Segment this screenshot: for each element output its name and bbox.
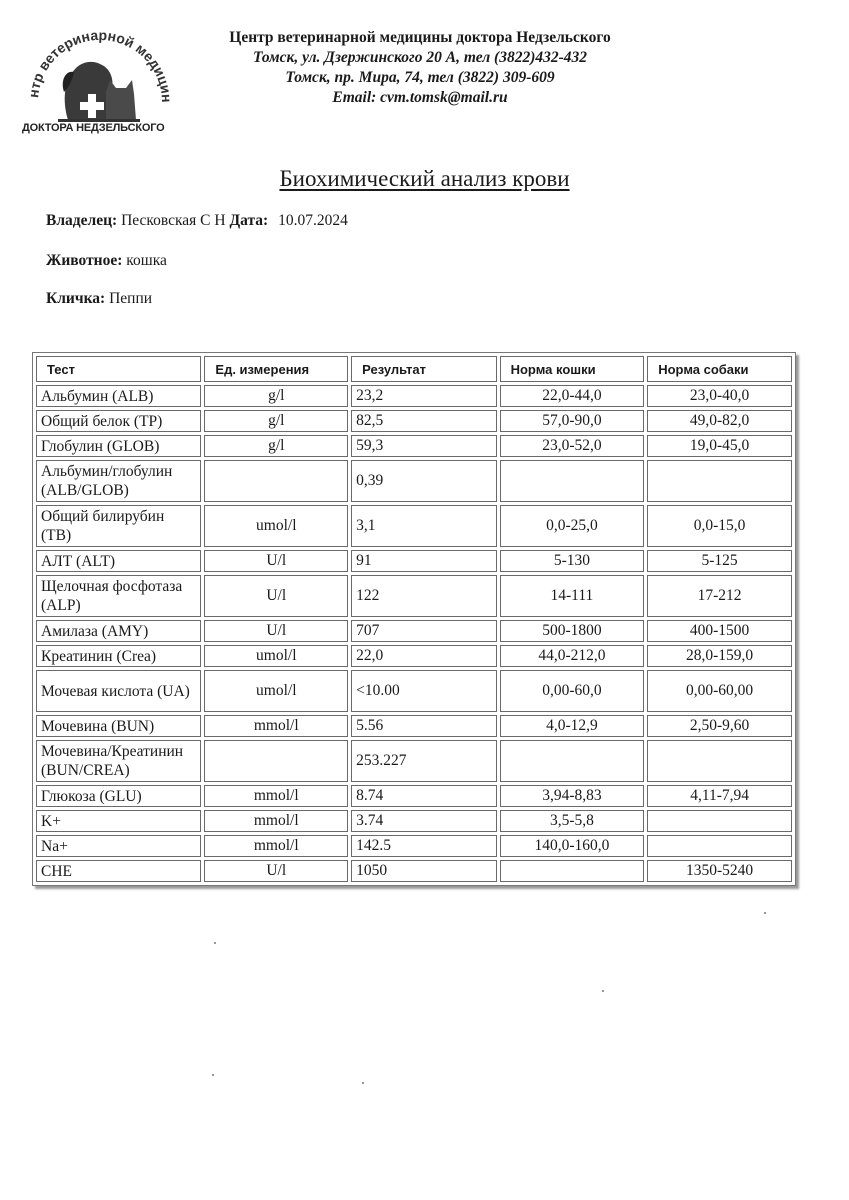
cell-result: 91 bbox=[351, 550, 496, 572]
email-value: cvm.tomsk@mail.ru bbox=[380, 89, 508, 106]
pet-name-value: Пеппи bbox=[109, 290, 153, 307]
cell-result: 707 bbox=[351, 620, 496, 642]
cell-test: Амилаза (AMY) bbox=[36, 620, 201, 642]
scan-speck bbox=[602, 990, 604, 992]
cell-dog-norm bbox=[647, 740, 792, 782]
cell-unit: U/l bbox=[204, 550, 348, 572]
header-dog-norm: Норма собаки bbox=[647, 356, 792, 382]
animal-label: Животное: bbox=[46, 252, 123, 269]
cell-test: K+ bbox=[36, 810, 201, 832]
table-row bbox=[36, 670, 792, 712]
cell-unit bbox=[204, 460, 348, 502]
logo-caption: ДОКТОРА НЕДЗЕЛЬСКОГО bbox=[22, 122, 165, 134]
cell-result: 253.227 bbox=[351, 740, 496, 782]
cell-test: Альбумин/глобулин (ALB/GLOB) bbox=[36, 460, 201, 502]
clinic-logo-icon bbox=[18, 10, 178, 140]
cell-dog-norm: 17-212 bbox=[647, 575, 792, 617]
owner-field bbox=[46, 212, 348, 230]
cell-result: 1050 bbox=[351, 860, 496, 882]
cell-result: 8.74 bbox=[351, 785, 496, 807]
cell-cat-norm: 4,0-12,9 bbox=[500, 715, 645, 737]
table-row bbox=[36, 620, 792, 642]
cell-dog-norm: 23,0-40,0 bbox=[647, 385, 792, 407]
cell-unit: mmol/l bbox=[204, 715, 348, 737]
cell-unit: umol/l bbox=[204, 645, 348, 667]
cell-test: Na+ bbox=[36, 835, 201, 857]
table-row bbox=[36, 810, 792, 832]
cell-test: Мочевина/Креатинин (BUN/CREA) bbox=[36, 740, 201, 782]
cell-result: <10.00 bbox=[351, 670, 496, 712]
cell-cat-norm: 44,0-212,0 bbox=[500, 645, 645, 667]
scan-speck bbox=[214, 942, 216, 944]
cell-test: Глобулин (GLOB) bbox=[36, 435, 201, 457]
cell-test: Альбумин (ALB) bbox=[36, 385, 201, 407]
cell-dog-norm bbox=[647, 810, 792, 832]
cell-cat-norm: 3,5-5,8 bbox=[500, 810, 645, 832]
cell-dog-norm: 2,50-9,60 bbox=[647, 715, 792, 737]
cell-dog-norm: 19,0-45,0 bbox=[647, 435, 792, 457]
cell-dog-norm: 0,0-15,0 bbox=[647, 505, 792, 547]
cell-unit: g/l bbox=[204, 435, 348, 457]
results-table-wrapper bbox=[32, 352, 796, 886]
cell-result: 82,5 bbox=[351, 410, 496, 432]
owner-label: Владелец: bbox=[46, 212, 118, 229]
cell-dog-norm: 5-125 bbox=[647, 550, 792, 572]
cell-result: 3.74 bbox=[351, 810, 496, 832]
header-unit: Ед. измерения bbox=[204, 356, 348, 382]
cell-cat-norm: 5-130 bbox=[500, 550, 645, 572]
cell-unit: mmol/l bbox=[204, 835, 348, 857]
cell-unit bbox=[204, 740, 348, 782]
table-row bbox=[36, 460, 792, 502]
animal-value: кошка bbox=[126, 252, 167, 269]
scan-speck bbox=[362, 1082, 364, 1084]
header-cat-norm: Норма кошки bbox=[500, 356, 645, 382]
clinic-email bbox=[190, 88, 650, 108]
cell-cat-norm: 22,0-44,0 bbox=[500, 385, 645, 407]
table-row bbox=[36, 575, 792, 617]
cell-result: 122 bbox=[351, 575, 496, 617]
cell-dog-norm: 49,0-82,0 bbox=[647, 410, 792, 432]
cell-result: 142.5 bbox=[351, 835, 496, 857]
cell-test: Мочевая кислота (UA) bbox=[36, 670, 201, 712]
cell-cat-norm bbox=[500, 740, 645, 782]
table-row bbox=[36, 785, 792, 807]
cell-cat-norm: 57,0-90,0 bbox=[500, 410, 645, 432]
cell-result: 0,39 bbox=[351, 460, 496, 502]
clinic-header bbox=[190, 28, 650, 108]
table-row bbox=[36, 505, 792, 547]
cell-unit: U/l bbox=[204, 620, 348, 642]
cell-cat-norm: 0,0-25,0 bbox=[500, 505, 645, 547]
cell-cat-norm: 14-111 bbox=[500, 575, 645, 617]
cell-test: АЛТ (ALT) bbox=[36, 550, 201, 572]
cell-dog-norm: 28,0-159,0 bbox=[647, 645, 792, 667]
table-row bbox=[36, 385, 792, 407]
table-header-row bbox=[36, 356, 792, 382]
table-row bbox=[36, 835, 792, 857]
cell-test: Креатинин (Crea) bbox=[36, 645, 201, 667]
cell-unit: U/l bbox=[204, 575, 348, 617]
cell-unit: umol/l bbox=[204, 505, 348, 547]
cell-result: 23,2 bbox=[351, 385, 496, 407]
cell-unit: mmol/l bbox=[204, 810, 348, 832]
owner-value: Песковская С Н bbox=[121, 212, 226, 229]
cell-unit: g/l bbox=[204, 410, 348, 432]
table-row bbox=[36, 860, 792, 882]
cell-unit: umol/l bbox=[204, 670, 348, 712]
clinic-logo bbox=[18, 10, 178, 140]
clinic-address-1: Томск, ул. Дзержинского 20 А, тел (3822)432-432 bbox=[252, 49, 588, 66]
cell-test: Мочевина (BUN) bbox=[36, 715, 201, 737]
date-label: Дата: bbox=[229, 212, 269, 229]
clinic-name: Центр ветеринарной медицины доктора Недзельского bbox=[229, 29, 611, 46]
logo-arc-text: нтр ветеринарной медицин bbox=[25, 26, 176, 103]
header-result: Результат bbox=[351, 356, 496, 382]
cell-cat-norm: 500-1800 bbox=[500, 620, 645, 642]
cell-unit: g/l bbox=[204, 385, 348, 407]
header-test: Тест bbox=[36, 356, 201, 382]
date-value: 10.07.2024 bbox=[278, 212, 348, 229]
cell-test: Глюкоза (GLU) bbox=[36, 785, 201, 807]
cell-dog-norm: 0,00-60,00 bbox=[647, 670, 792, 712]
cell-dog-norm bbox=[647, 460, 792, 502]
cell-dog-norm: 400-1500 bbox=[647, 620, 792, 642]
cell-cat-norm: 23,0-52,0 bbox=[500, 435, 645, 457]
cell-test: Общий белок (TP) bbox=[36, 410, 201, 432]
email-label: Email: bbox=[332, 89, 377, 106]
scan-speck bbox=[764, 912, 766, 914]
cell-dog-norm bbox=[647, 835, 792, 857]
cell-cat-norm: 3,94-8,83 bbox=[500, 785, 645, 807]
table-row bbox=[36, 435, 792, 457]
scan-speck bbox=[212, 1074, 214, 1076]
cell-test: CHE bbox=[36, 860, 201, 882]
pet-name-label: Кличка: bbox=[46, 290, 106, 307]
table-row bbox=[36, 740, 792, 782]
table-row bbox=[36, 410, 792, 432]
cell-result: 59,3 bbox=[351, 435, 496, 457]
cell-result: 3,1 bbox=[351, 505, 496, 547]
cell-result: 22,0 bbox=[351, 645, 496, 667]
cell-cat-norm: 0,00-60,0 bbox=[500, 670, 645, 712]
clinic-address-2: Томск, пр. Мира, 74, тел (3822) 309-609 bbox=[285, 69, 555, 86]
cell-test: Щелочная фосфотаза (ALP) bbox=[36, 575, 201, 617]
cell-cat-norm: 140,0-160,0 bbox=[500, 835, 645, 857]
cell-unit: mmol/l bbox=[204, 785, 348, 807]
pet-name-field bbox=[46, 290, 152, 308]
table-row bbox=[36, 550, 792, 572]
cell-dog-norm: 4,11-7,94 bbox=[647, 785, 792, 807]
cell-test: Общий билирубин (TB) bbox=[36, 505, 201, 547]
cell-dog-norm: 1350-5240 bbox=[647, 860, 792, 882]
results-table bbox=[33, 353, 795, 885]
cell-unit: U/l bbox=[204, 860, 348, 882]
animal-field bbox=[46, 252, 167, 270]
cell-cat-norm bbox=[500, 460, 645, 502]
cell-cat-norm bbox=[500, 860, 645, 882]
table-row bbox=[36, 645, 792, 667]
document-title: Биохимический анализ крови bbox=[279, 166, 570, 191]
cell-result: 5.56 bbox=[351, 715, 496, 737]
table-row bbox=[36, 715, 792, 737]
